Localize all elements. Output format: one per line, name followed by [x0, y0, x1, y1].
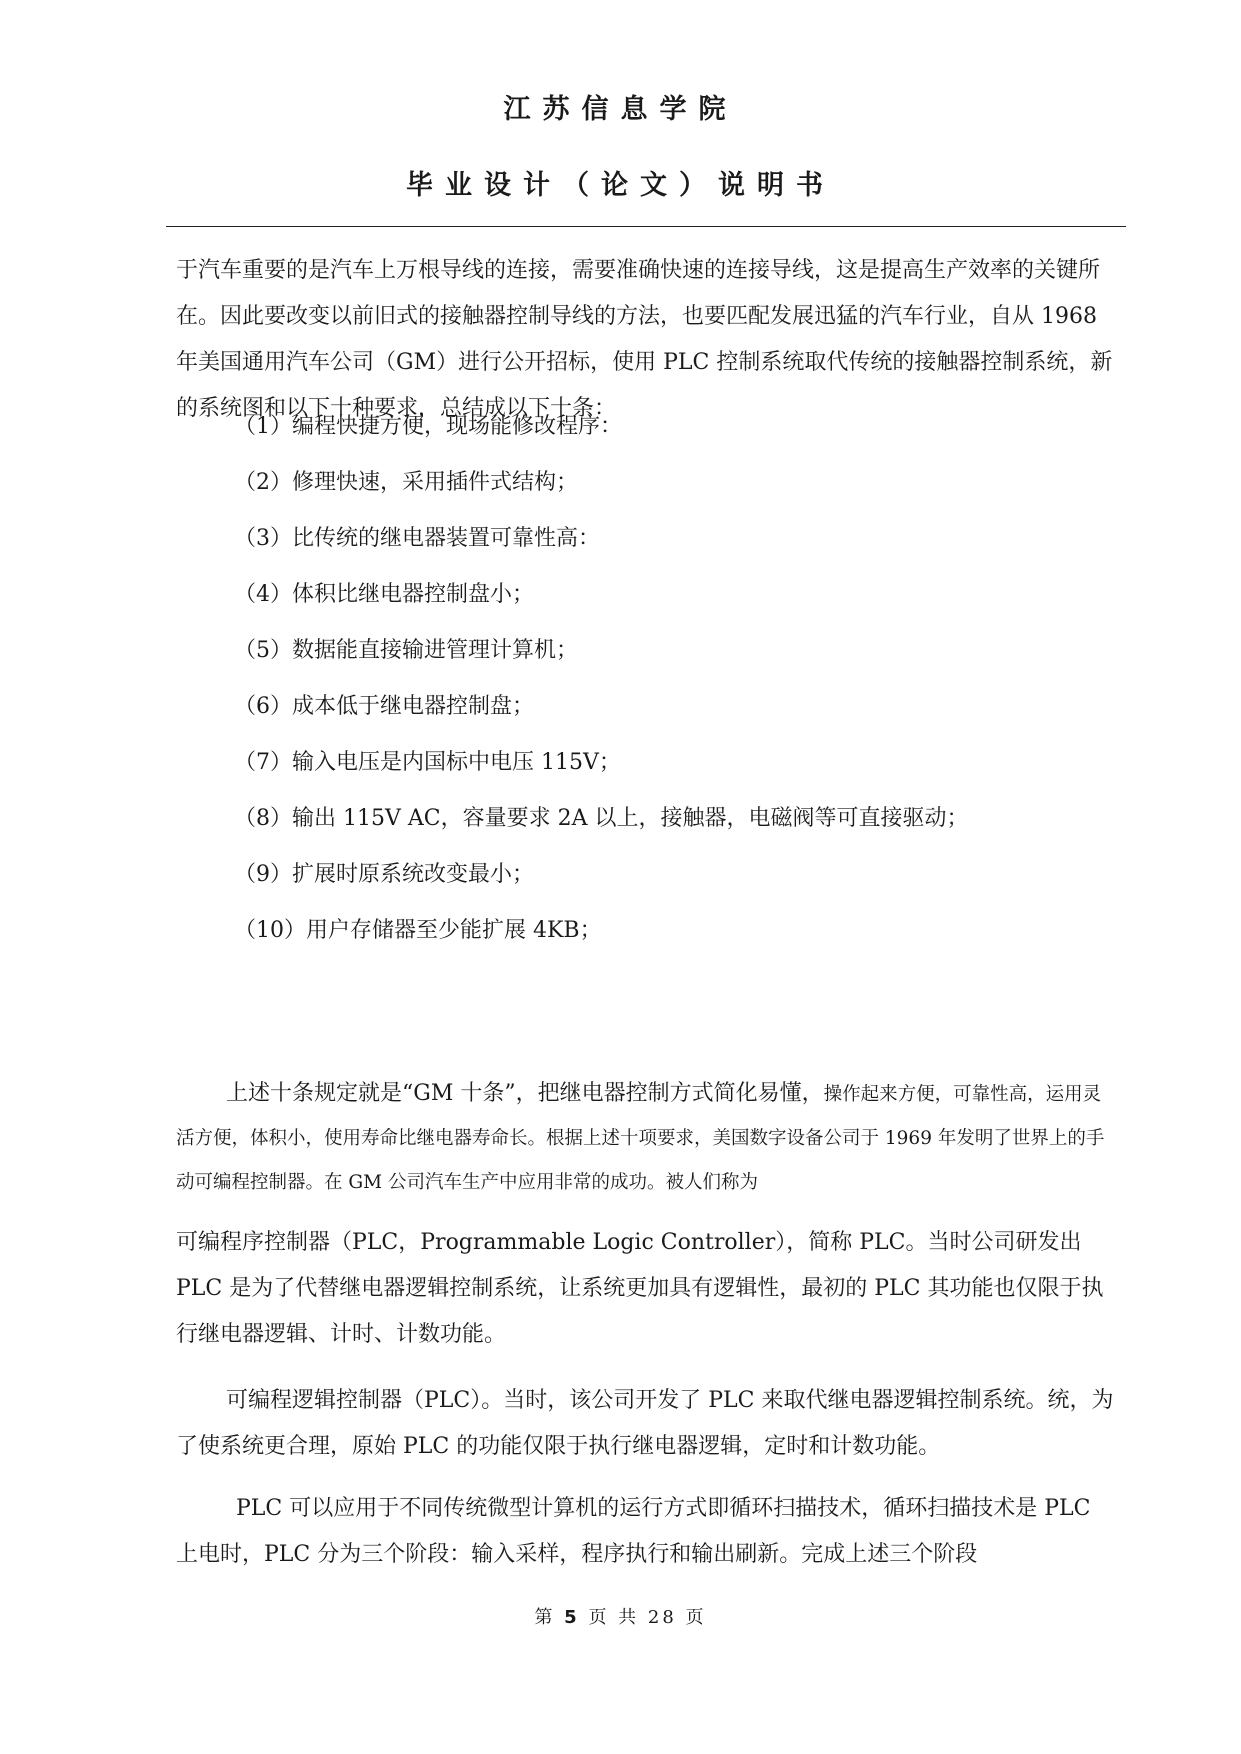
requirement-item-6: （6）成本低于继电器控制盘；: [234, 694, 534, 719]
requirement-item-10: （10）用户存储器至少能扩展 4KB；: [234, 918, 602, 943]
requirement-item-9: （9）扩展时原系统改变最小；: [234, 862, 534, 887]
plc-logic-text: 可编程逻辑控制器（PLC）。当时，该公司开发了 PLC 来取代继电器逻辑控制系统。统，为了使系统更合理，原始 PLC 的功能仅限于执行继电器逻辑，定时和计数功能。: [176, 1388, 1114, 1459]
plc-scan-text: PLC 可以应用于不同传统微型计算机的运行方式即循环扫描技术，循环扫描技术是 PLC 上电时，PLC 分为三个阶段：输入采样，程序执行和输出刷新。完成上述三个阶段: [176, 1496, 1091, 1567]
requirement-item-8: （8）输出 115V AC，容量要求 2A 以上，接触器，电磁阀等可直接驱动；: [234, 806, 969, 831]
intro-paragraph: 于汽车重要的是汽车上万根导线的连接，需要准确快速的连接导线，这是提高生产效率的关键所在。因此要改变以前旧式的接触器控制导线的方法，也要匹配发展迅猛的汽车行业，自从 1968 年美国通用汽车公司（GM）进行公开招标，使用 PLC 控制系统取代传统的接触器控制系统，新的系统图和以下十种要求，总结成以下十条：: [176, 258, 1113, 421]
school-name: 江苏信息学院: [503, 94, 738, 125]
plc-scan-paragraph: [176, 1486, 1116, 1578]
plc-logic-paragraph: [176, 1378, 1116, 1470]
requirement-item-3: （3）比传统的继电器装置可靠性高：: [234, 526, 600, 551]
page-footer: [0, 1606, 1241, 1630]
total-page-count: 28: [647, 1607, 677, 1628]
current-page-number: 5: [564, 1607, 580, 1628]
footer-suffix: 页: [685, 1607, 707, 1628]
requirement-item-2: （2）修理快速，采用插件式结构；: [234, 470, 578, 495]
requirement-item-5: （5）数据能直接输进管理计算机；: [234, 638, 578, 663]
requirement-item-7: （7）输入电压是内国标中电压 115V；: [234, 750, 621, 775]
requirement-item-1: （1）编程快捷方便，现场能修改程序：: [234, 414, 622, 439]
gm-ten-rules-rest: 操作起来方便，可靠性高，运用灵活方便，体积小，使用寿命比继电器寿命长。根据上述十项要求，美国数字设备公司于 1969 年发明了世界上的手动可编程控制器。在 GM 公司汽车生产中应用非常的成功。被人们称为: [176, 1084, 1105, 1193]
footer-middle: 页 共: [588, 1607, 640, 1628]
document-title: 毕业设计（论文）说明书: [406, 170, 835, 201]
footer-prefix: 第: [534, 1607, 556, 1628]
header-divider: [166, 226, 1126, 227]
requirement-item-4: （4）体积比继电器控制盘小；: [234, 582, 534, 607]
gm-ten-rules-paragraph: [176, 1072, 1116, 1205]
plc-definition-paragraph: 可编程序控制器（PLC，Programmable Logic Controller），简称 PLC。当时公司研发出 PLC 是为了代替继电器逻辑控制系统，让系统更加具有逻辑性，最初的 PLC 其功能也仅限于执行继电器逻辑、计时、计数功能。: [176, 1230, 1104, 1347]
gm-ten-rules-lead: 上述十条规定就是“GM 十条”，把继电器控制方式简化易懂，: [226, 1081, 824, 1106]
